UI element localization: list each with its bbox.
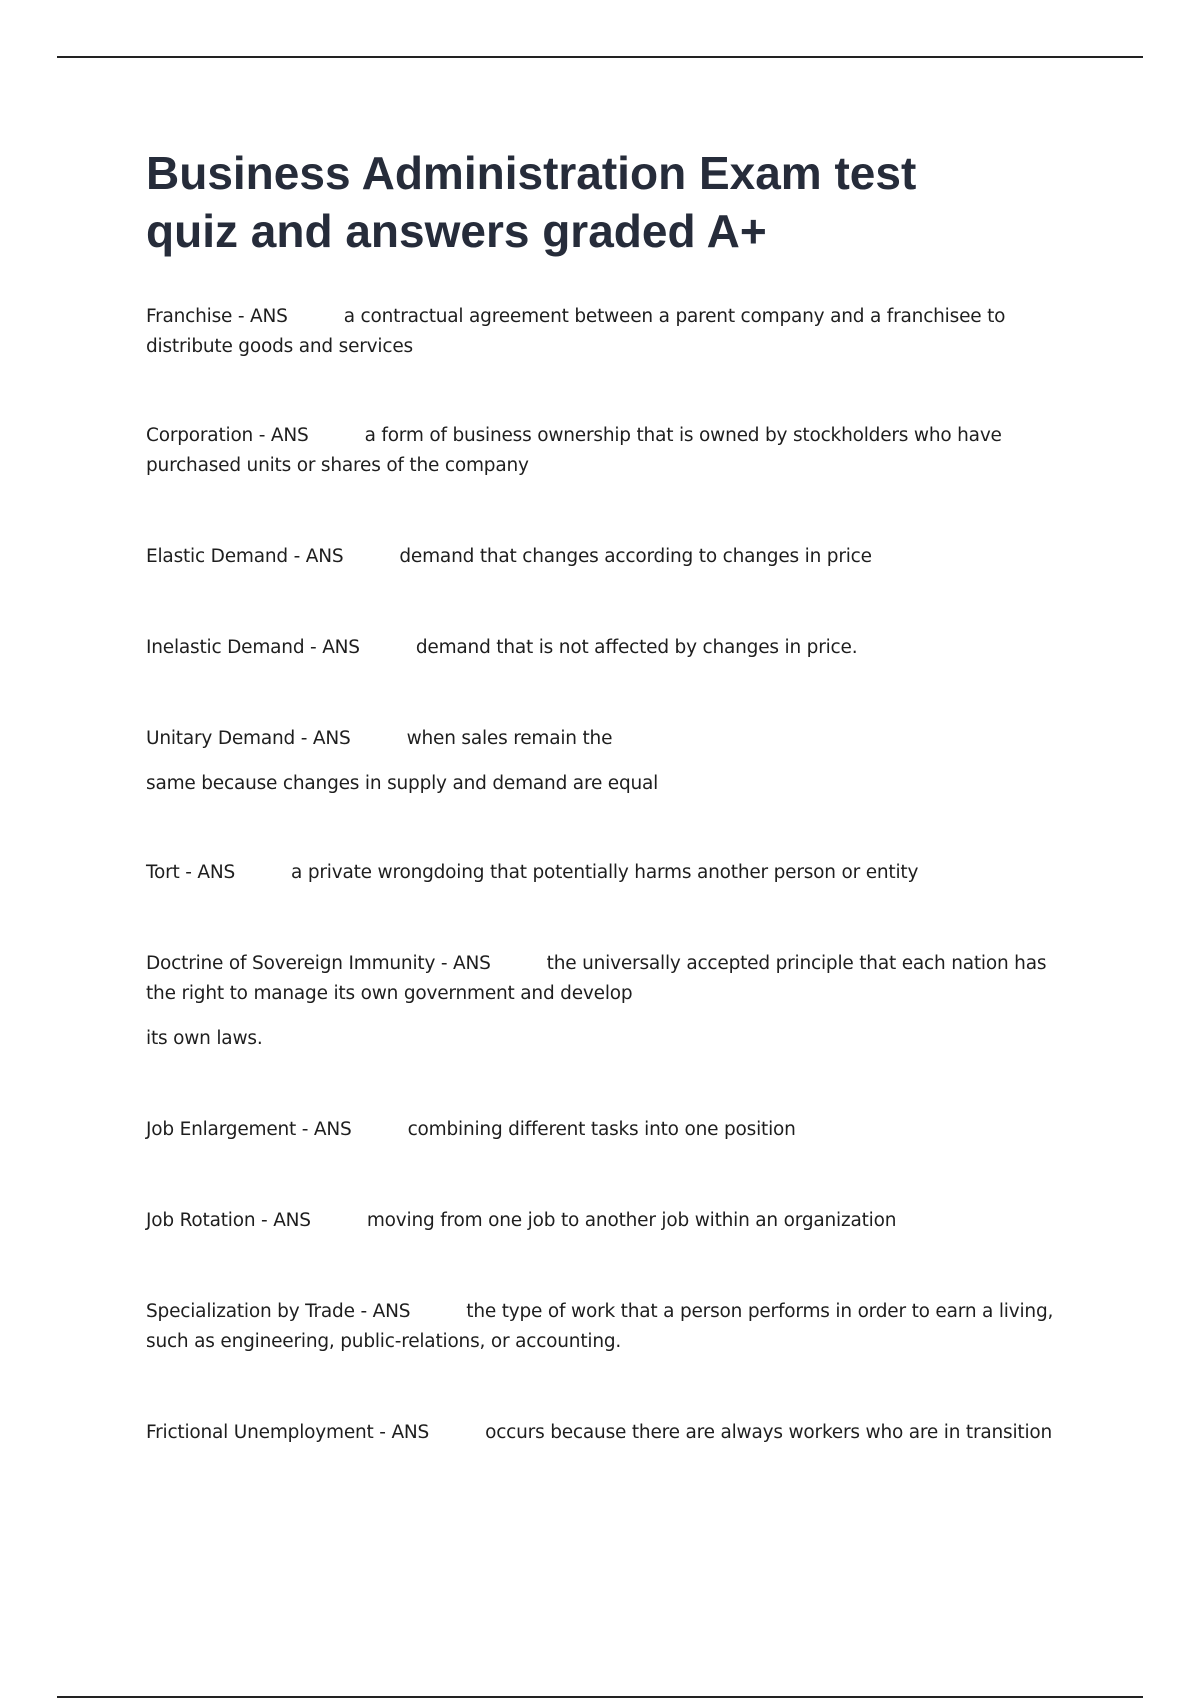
qa-definition: demand that is not affected by changes in price. bbox=[415, 637, 858, 658]
qa-definition-line-2: purchased units or shares of the company bbox=[146, 455, 529, 476]
qa-definition: a form of business ownership that is owned by stockholders who have bbox=[364, 425, 1002, 446]
qa-entry-franchise bbox=[146, 302, 1056, 362]
qa-term: Inelastic Demand - ANS bbox=[146, 637, 360, 658]
qa-definition: a private wrongdoing that potentially harms another person or entity bbox=[291, 862, 919, 883]
qa-term: Franchise - ANS bbox=[146, 306, 288, 327]
qa-definition-line-2: the right to manage its own government and develop bbox=[146, 983, 633, 1004]
qa-definition: the type of work that a person performs in order to earn a living, bbox=[466, 1301, 1054, 1322]
qa-term: Doctrine of Sovereign Immunity - ANS bbox=[146, 953, 491, 974]
qa-entry-corporation bbox=[146, 421, 1056, 481]
qa-entry-unitary-demand bbox=[146, 724, 1056, 799]
qa-term: Elastic Demand - ANS bbox=[146, 546, 344, 567]
qa-definition: moving from one job to another job within an organization bbox=[366, 1210, 897, 1231]
qa-definition: when sales remain the bbox=[406, 728, 613, 749]
qa-definition: occurs because there are always workers who are in transition bbox=[485, 1422, 1053, 1443]
qa-entry-elastic-demand bbox=[146, 542, 1056, 572]
qa-definition: demand that changes according to changes in price bbox=[399, 546, 872, 567]
qa-term: Frictional Unemployment - ANS bbox=[146, 1422, 430, 1443]
qa-definition-line-2: distribute goods and services bbox=[146, 336, 413, 357]
qa-term: Job Rotation - ANS bbox=[146, 1210, 311, 1231]
qa-entry-frictional-unemployment bbox=[146, 1418, 1056, 1448]
qa-entry-sovereign-immunity bbox=[146, 949, 1056, 1054]
qa-entry-inelastic-demand bbox=[146, 633, 1056, 663]
qa-term: Specialization by Trade - ANS bbox=[146, 1301, 411, 1322]
qa-term: Unitary Demand - ANS bbox=[146, 728, 351, 749]
qa-definition: the universally accepted principle that each nation has bbox=[546, 953, 1047, 974]
title-line-1: Business Administration Exam test bbox=[146, 147, 917, 199]
qa-definition: a contractual agreement between a parent company and a franchisee to bbox=[343, 306, 1006, 327]
qa-definition-continued: its own laws. bbox=[146, 1028, 263, 1049]
qa-definition-line-2: such as engineering, public-relations, or accounting. bbox=[146, 1331, 622, 1352]
qa-definition-continued: same because changes in supply and demand are equal bbox=[146, 773, 659, 794]
qa-term: Corporation - ANS bbox=[146, 425, 309, 446]
qa-term: Tort - ANS bbox=[146, 862, 236, 883]
qa-entry-specialization-by-trade bbox=[146, 1297, 1056, 1357]
qa-entry-job-rotation bbox=[146, 1206, 1056, 1236]
qa-definition: combining different tasks into one position bbox=[407, 1119, 796, 1140]
qa-term: Job Enlargement - ANS bbox=[146, 1119, 352, 1140]
title-line-2: quiz and answers graded A+ bbox=[146, 205, 767, 257]
footer-rule bbox=[57, 1696, 1143, 1698]
qa-entry-job-enlargement bbox=[146, 1115, 1056, 1145]
qa-entry-tort bbox=[146, 858, 1056, 888]
